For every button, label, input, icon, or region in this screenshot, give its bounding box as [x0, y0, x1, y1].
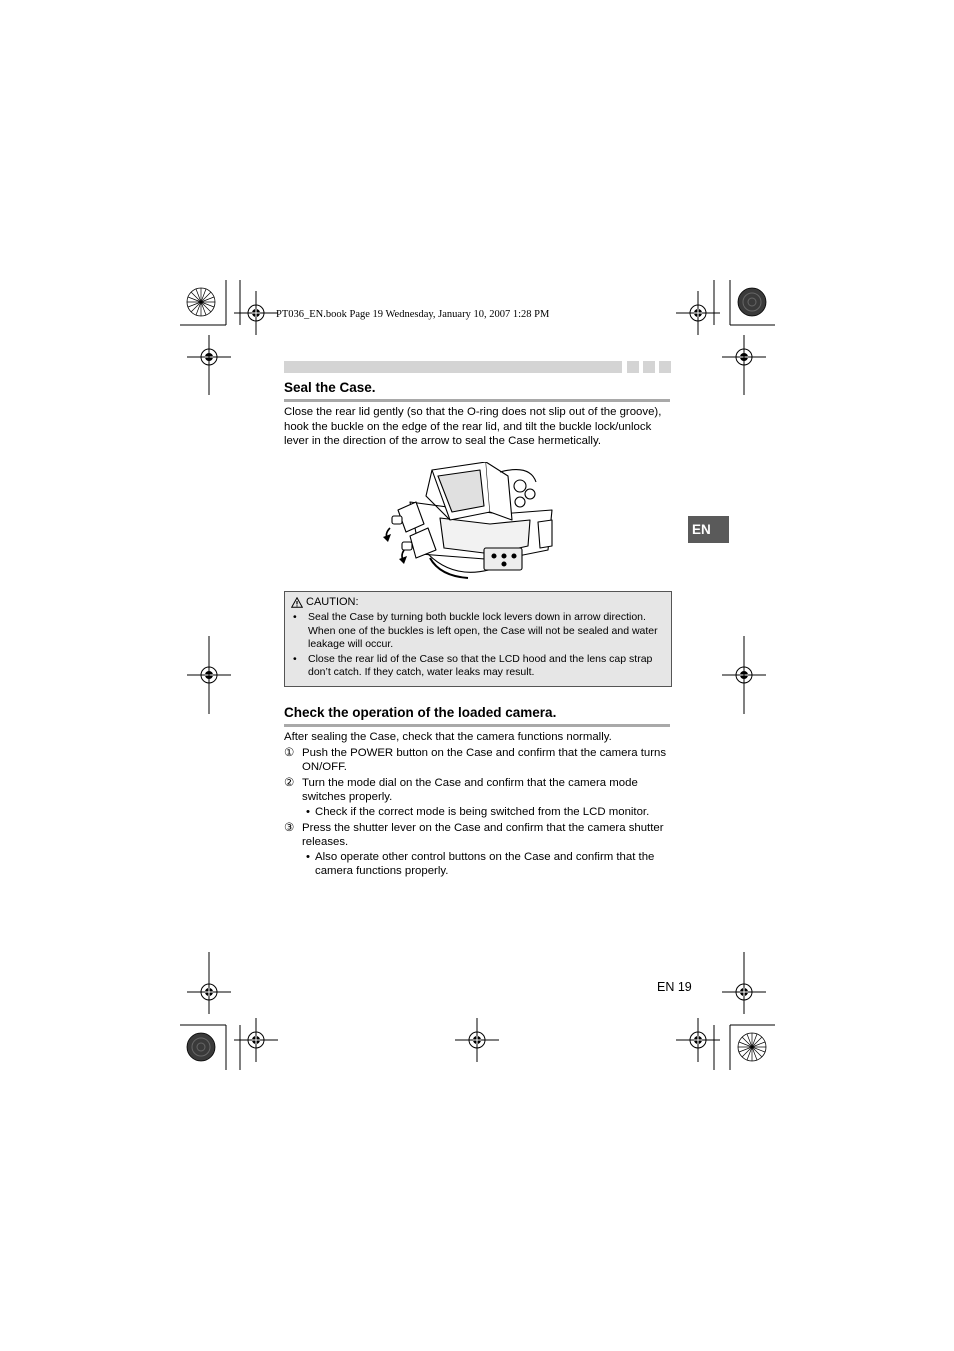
- page-number: EN 19: [657, 980, 692, 994]
- registration-cross-mark: [187, 970, 231, 1014]
- step-note-text: Check if the correct mode is being switched from the LCD monitor.: [315, 805, 650, 818]
- registration-star-mark: [738, 1033, 766, 1061]
- heading-rule: [284, 399, 670, 402]
- check-steps: [284, 730, 674, 879]
- step-number: ①: [284, 746, 295, 759]
- registration-cross-mark: [722, 970, 766, 1014]
- steps-intro: After sealing the Case, check that the camera functions normally.: [284, 731, 612, 743]
- step-text: Press the shutter lever on the Case and confirm that the camera shutter releases.: [302, 821, 664, 849]
- step-note-text: Also operate other control buttons on the Case and confirm that the camera functions properly.: [315, 850, 655, 878]
- underwater-case-illustration: [380, 462, 565, 582]
- step-item: [284, 776, 674, 805]
- heading-rule: [284, 724, 670, 727]
- registration-cross-mark: [676, 1018, 720, 1062]
- registration-cross-mark: [676, 291, 720, 335]
- step-text: Turn the mode dial on the Case and confirm that the camera mode switches properly.: [302, 776, 638, 804]
- registration-dark-mark: [187, 1033, 215, 1061]
- caution-title: CAUTION:: [306, 596, 359, 608]
- language-tab: EN: [688, 516, 729, 543]
- caution-item: • Close the rear lid of the Case so that the LCD hood and the lens cap strap don’t catch. If they catch, water leaks may result.: [291, 653, 665, 680]
- caution-title-row: [291, 596, 665, 609]
- registration-dark-mark: [738, 288, 766, 316]
- step-text: Push the POWER button on the Case and confirm that the camera turns ON/OFF.: [302, 746, 667, 774]
- registration-cross-mark: [234, 1018, 278, 1062]
- step-item: [284, 821, 674, 850]
- warning-triangle-icon: [291, 597, 303, 608]
- step-note: • Also operate other control buttons on the Case and confirm that the camera functions properly.: [306, 850, 674, 879]
- section-body: Close the rear lid gently (so that the O-ring does not slip out of the groove), hook the buckle on the edge of the rear lid, and tilt the buckle lock/unlock lever in the direction of the arrow to seal the Case hermetically.: [284, 406, 662, 448]
- step-number: ③: [284, 821, 295, 834]
- registration-cross-mark: [455, 1018, 499, 1062]
- header-square: [627, 361, 639, 373]
- caution-item-text: Close the rear lid of the Case so that the LCD hood and the lens cap strap don’t catch. If they catch, water leaks may result.: [308, 653, 653, 679]
- step-number: ②: [284, 776, 295, 789]
- step-note: • Check if the correct mode is being switched from the LCD monitor.: [306, 805, 650, 818]
- header-bar: [284, 361, 622, 373]
- registration-star-mark: [187, 288, 215, 316]
- print-header: PT036_EN.book Page 19 Wednesday, January 10, 2007 1:28 PM: [276, 309, 550, 320]
- header-square: [659, 361, 671, 373]
- header-square: [643, 361, 655, 373]
- caution-box: [284, 591, 672, 687]
- caution-item: • Seal the Case by turning both buckle lock levers down in arrow direction. When one of the buckles is left open, the Case will not be sealed and water leakage will occur.: [291, 611, 665, 651]
- registration-cross-mark: [234, 291, 278, 335]
- caution-item-text: Seal the Case by turning both buckle lock levers down in arrow direction. When one of the buckles is left open, the Case will not be sealed and water leakage will occur.: [308, 611, 658, 650]
- section-heading: Check the operation of the loaded camera.: [284, 705, 557, 720]
- section-heading: Seal the Case.: [284, 380, 376, 395]
- step-item: [284, 746, 674, 775]
